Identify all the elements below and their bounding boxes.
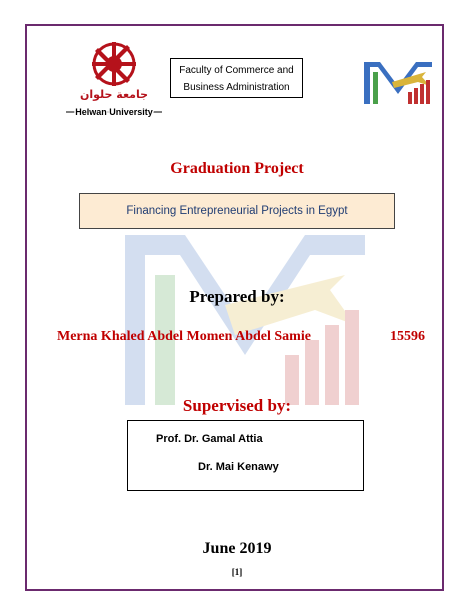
supervisors-box (127, 420, 364, 491)
project-title-box: Financing Entrepreneurial Projects in Egypt (79, 193, 395, 229)
student-id: 15596 (390, 329, 425, 344)
submission-date: June 2019 (202, 540, 272, 557)
faculty-line-2: Business Administration (183, 82, 290, 93)
faculty-box (170, 58, 303, 98)
supervisor-2: Dr. Mai Kenawy (198, 461, 279, 473)
helwan-university-logo (64, 40, 164, 122)
student-name: Merna Khaled Abdel Momen Abdel Samie (57, 329, 311, 344)
faculty-line-1: Faculty of Commerce and (179, 65, 294, 76)
supervisor-1: Prof. Dr. Gamal Attia (156, 433, 263, 445)
page-number: [1] (231, 567, 243, 577)
document-title: Graduation Project (170, 160, 304, 177)
faculty-logo (362, 58, 434, 106)
supervised-by-label: Supervised by: (182, 396, 292, 415)
watermark-logo (115, 215, 375, 415)
university-arabic-name: جامعة حلوان (79, 88, 149, 101)
university-english-name: Helwan University (75, 107, 153, 117)
prepared-by-label: Prepared by: (189, 287, 285, 306)
